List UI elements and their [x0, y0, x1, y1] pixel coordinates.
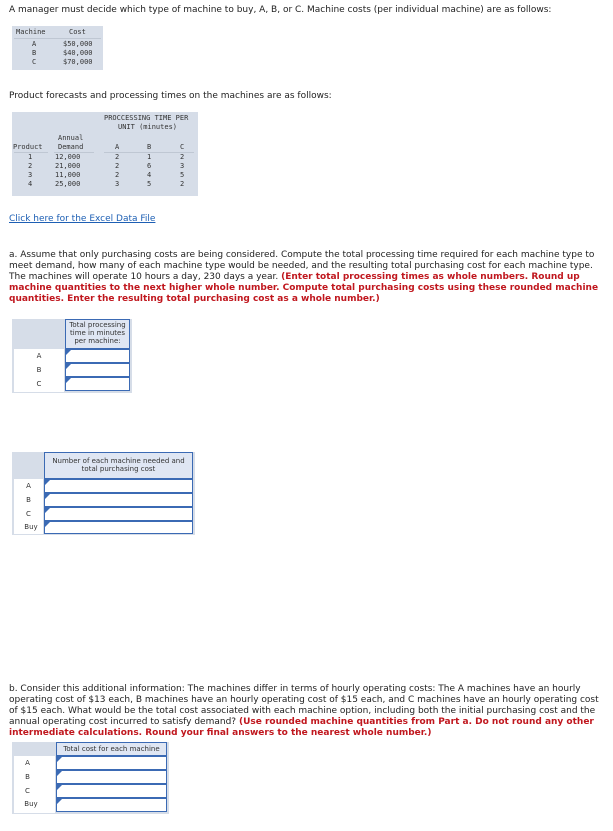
- cost-table: [12, 26, 103, 70]
- forecast-cell: 2: [115, 153, 120, 161]
- forecast-cell: 2: [115, 162, 120, 170]
- forecast-cell: 4: [28, 180, 33, 188]
- forecast-cell: 5: [180, 171, 185, 179]
- forecast-annual-label: Annual: [58, 134, 84, 142]
- forecast-cell: 1: [147, 153, 152, 161]
- forecast-header-b: B: [147, 143, 152, 151]
- row-label-b: B: [26, 496, 31, 504]
- cost-header-machine: Machine: [16, 28, 46, 36]
- forecast-cell: 3: [180, 162, 185, 170]
- forecast-intro: Product forecasts and processing times on the machines are as follows:: [9, 91, 332, 101]
- processing-time-input-c[interactable]: [65, 377, 130, 391]
- row-label-a: A: [26, 482, 31, 490]
- forecast-cell: 11,000: [55, 171, 81, 179]
- forecast-header-a: A: [115, 143, 120, 151]
- cost-header-cost: Cost: [69, 28, 86, 36]
- row-label-b: B: [25, 773, 30, 781]
- machines-cost-input-b[interactable]: [44, 493, 193, 507]
- row-label-c: C: [36, 380, 42, 388]
- machines-cost-header: Number of each machine needed and total purchasing cost: [44, 452, 193, 479]
- machines-cost-input-a[interactable]: [44, 479, 193, 493]
- intro-text: A manager must decide which type of machine to buy, A, B, or C. Machine costs (per individual machine) are as follows:: [9, 5, 552, 15]
- cost-row-value: $70,000: [63, 58, 93, 66]
- cost-row-machine: C: [32, 58, 37, 66]
- forecast-table: [12, 112, 198, 196]
- forecast-cell: 3: [28, 171, 33, 179]
- forecast-cell: 1: [28, 153, 33, 161]
- part-a-question: [9, 250, 603, 305]
- row-label-buy: Buy: [24, 800, 38, 808]
- part-b-question: [9, 684, 605, 739]
- processing-time-input-a[interactable]: [65, 349, 130, 363]
- cost-row-value: $50,000: [63, 40, 93, 48]
- part-a-text: a. Assume that only purchasing costs are being considered. Compute the total processing time required for each machine type to meet demand, how many of each machine type would be needed, and the resulting total purchasing cost for each machine type. The machines will operate 10 hours a day, 230 days a year.: [9, 250, 595, 282]
- cost-row-machine: B: [32, 49, 37, 57]
- forecast-cell: 2: [180, 153, 185, 161]
- row-label-b: B: [36, 366, 42, 374]
- forecast-header-demand: Demand: [58, 143, 84, 151]
- forecast-cell: 25,000: [55, 180, 81, 188]
- total-cost-input-buy[interactable]: [56, 798, 167, 812]
- forecast-cell: 2: [28, 162, 33, 170]
- row-label-c: C: [26, 510, 31, 518]
- forecast-group-header: UNIT (minutes): [118, 123, 178, 131]
- total-cost-header: Total cost for each machine: [56, 742, 167, 756]
- part-b-text: b. Consider this additional information: The machines differ in terms of hourly operating costs: The A machines have an hourly operating cost of $13 each, B machines have an hourly operating cost of $15 each, and C machines have an hourly operating cost of $15 each. What would be the total cost associated with each machine option, including both the initial purchasing cost and the annual operating cost incurred to satisfy demand?: [9, 684, 599, 727]
- forecast-header-product: Product: [13, 143, 43, 151]
- total-cost-input-a[interactable]: [56, 756, 167, 770]
- forecast-header-c: C: [180, 143, 185, 151]
- processing-time-input-b[interactable]: [65, 363, 130, 377]
- forecast-cell: 6: [147, 162, 152, 170]
- forecast-cell: 3: [115, 180, 120, 188]
- part-a-instructions: (Enter total processing times as whole numbers. Round up machine quantities to the next higher whole number. Compute total purchasing costs using these rounded machine quantities. Enter the resulting total purchasing cost as a whole number.): [9, 272, 599, 304]
- total-cost-input-b[interactable]: [56, 770, 167, 784]
- row-label-a: A: [25, 759, 30, 767]
- forecast-group-header: PROCCESSING TIME PER: [104, 114, 189, 122]
- machines-cost-input-buy[interactable]: [44, 521, 193, 534]
- row-label-c: C: [25, 787, 30, 795]
- forecast-cell: 2: [115, 171, 120, 179]
- processing-time-header: Total processing time in minutes per machine:: [65, 319, 130, 349]
- cost-row-machine: A: [32, 40, 37, 48]
- forecast-cell: 2: [180, 180, 185, 188]
- forecast-cell: 5: [147, 180, 152, 188]
- row-label-buy: Buy: [24, 523, 38, 531]
- cost-row-value: $40,000: [63, 49, 93, 57]
- row-label-a: A: [36, 352, 42, 360]
- excel-data-link[interactable]: Click here for the Excel Data File: [9, 214, 156, 224]
- forecast-cell: 21,000: [55, 162, 81, 170]
- machines-cost-input-c[interactable]: [44, 507, 193, 521]
- part-b-instructions: (Use rounded machine quantities from Part a. Do not round any other intermediate calculations. Round your final answers to the nearest whole number.): [9, 717, 594, 738]
- forecast-cell: 12,000: [55, 153, 81, 161]
- forecast-cell: 4: [147, 171, 152, 179]
- total-cost-input-c[interactable]: [56, 784, 167, 798]
